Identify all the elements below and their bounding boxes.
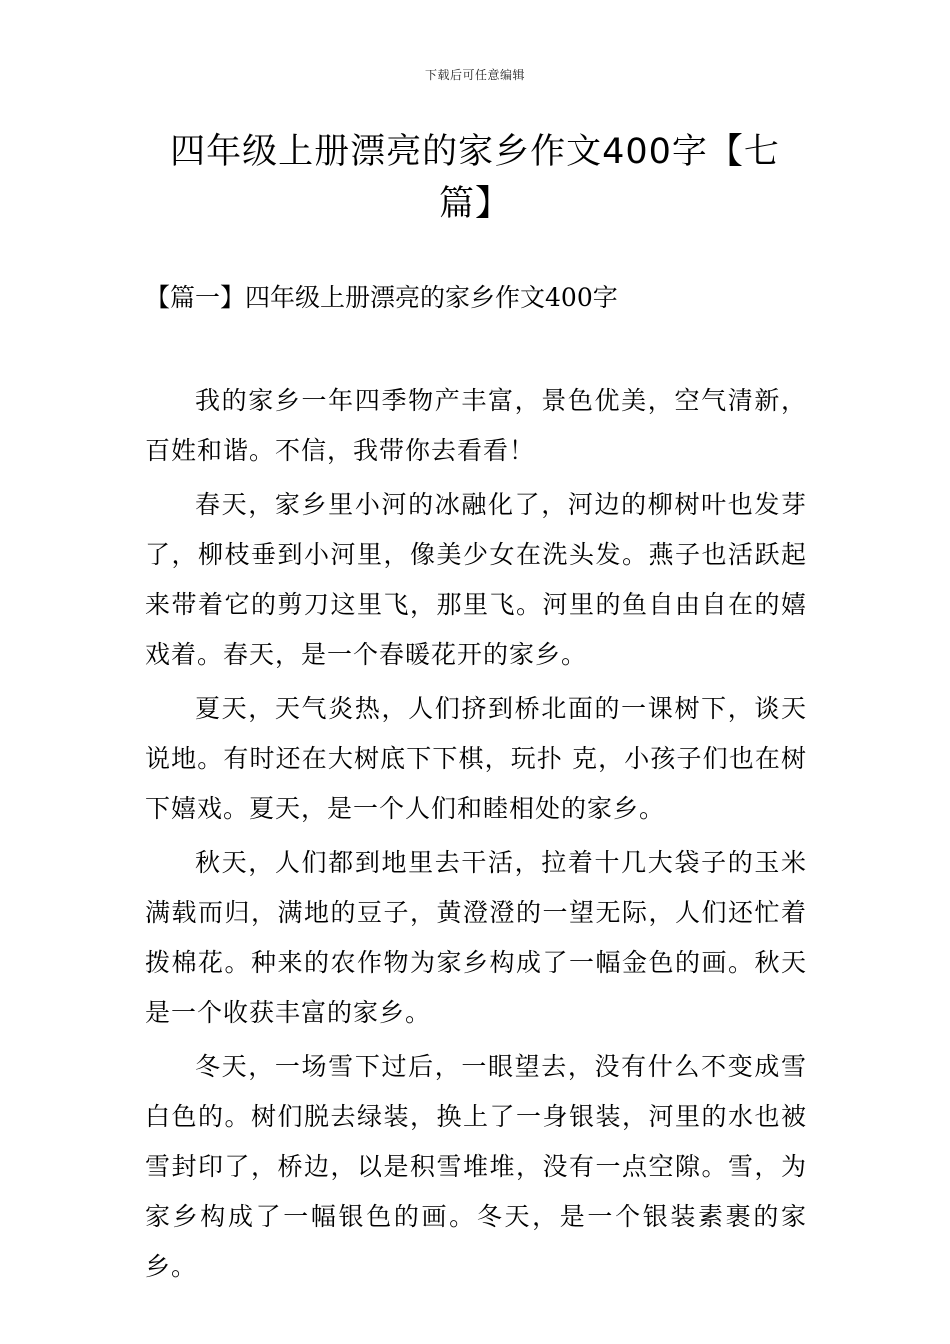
section-heading: 【篇一】四年级上册漂亮的家乡作文400字 — [145, 283, 618, 312]
document-title: 四年级上册漂亮的家乡作文400字【七篇】 — [170, 132, 780, 224]
header-note: 下载后可任意编辑 — [424, 68, 525, 82]
essay-paragraph-autumn: 秋天，人们都到地里去干活，拉着十几大袋子的玉米满载而归，满地的豆子，黄澄澄的一望无际，人们还忙着拨棉花。种来的农作物为家乡构成了一幅金色的画。秋天是一个收获丰富的家乡。 — [145, 848, 807, 1027]
essay-paragraph-summer: 夏天，天气炎热，人们挤到桥北面的一课树下，谈天说地。有时还在大树底下下棋，玩扑 克，小孩子们也在树下嬉戏。夏天，是一个人们和睦相处的家乡。 — [145, 694, 807, 823]
essay-paragraph-spring: 春天，家乡里小河的冰融化了，河边的柳树叶也发芽了，柳枝垂到小河里，像美少女在洗头发。燕子也活跃起来带着它的剪刀这里飞，那里飞。河里的鱼自由自在的嬉戏着。春天，是一个春暖花开的家乡。 — [145, 490, 807, 669]
essay-paragraph-intro: 我的家乡一年四季物产丰富，景色优美，空气清新，百姓和谐。不信，我带你去看看！ — [145, 386, 807, 465]
essay-body — [145, 376, 807, 1296]
essay-paragraph-winter: 冬天，一场雪下过后，一眼望去，没有什么不变成雪白色的。树们脱去绿装，换上了一身银装，河里的水也被雪封印了，桥边，以是积雪堆堆，没有一点空隙。雪，为家乡构成了一幅银色的画。冬天，是一个银装素裹的家乡。 — [145, 1052, 807, 1281]
